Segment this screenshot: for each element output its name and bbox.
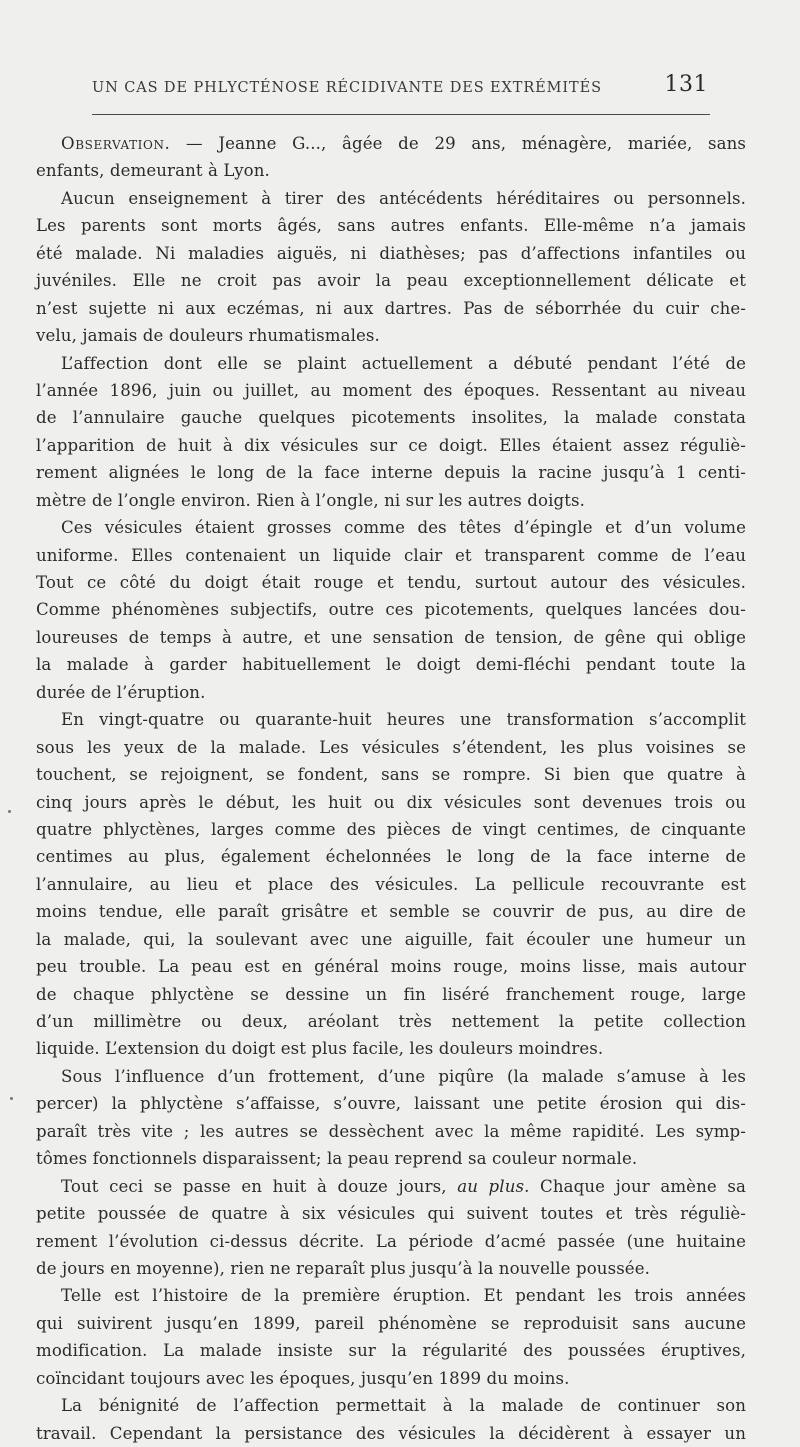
text-line: velu, jamais de douleurs rhumatismales. — [36, 326, 380, 346]
text-line: d’un millimètre ou deux, aréolant très nettement la petite collection — [36, 1012, 746, 1031]
text-line: l’apparition de huit à dix vésicules sur ce doigt. Elles étaient assez réguliè- — [36, 435, 746, 455]
text-line: Les parents sont morts âgés, sans autres enfants. Elle-même n’a jamais — [36, 216, 746, 236]
text-line: sous les yeux de la malade. Les vésicules s’étendent, les plus voisines se — [36, 737, 746, 757]
text-line: Ces vésicules étaient grosses comme des têtes d’épingle et d’un volume — [61, 518, 746, 538]
text-line: mètre de l’ongle environ. Rien à l’ongle, ni sur les autres doigts. — [36, 490, 585, 510]
text-line: de jours en moyenne), rien ne reparaît plus jusqu’à la nouvelle poussée. — [36, 1258, 651, 1278]
text-line: juvéniles. Elle ne croit pas avoir la peau exceptionnellement délicate et — [36, 271, 746, 291]
text-line: Tout ce côté du doigt était rouge et tendu, surtout autour des vésicules. — [36, 573, 746, 592]
text-line: n’est sujette ni aux eczémas, ni aux dartres. Pas de séborrhée du cuir che- — [36, 298, 746, 318]
text-line: Comme phénomènes subjectifs, outre ces picotements, quelques lancées dou- — [36, 600, 746, 620]
text-line: Sous l’influence d’un frottement, d’une piqûre (la malade s’amuse à les — [61, 1066, 746, 1086]
text-line: cinq jours après le début, les huit ou dix vésicules sont devenues trois ou — [36, 792, 746, 812]
text-line: petite poussée de quatre à six vésicules qui suivent toutes et très réguliè- — [36, 1204, 746, 1224]
text-line: la malade, qui, la soulevant avec une aiguille, fait écouler une humeur un — [36, 929, 746, 949]
observation-label: Observation. — [61, 134, 171, 153]
text-line: moins tendue, elle paraît grisâtre et semble se couvrir de pus, au dire de — [36, 902, 746, 922]
text-line: percer) la phlyctène s’affaisse, s’ouvre, laissant une petite érosion qui dis- — [36, 1094, 746, 1114]
italic-phrase: au plus. — [457, 1176, 530, 1196]
body-text — [36, 130, 746, 1447]
running-title: UN CAS DE PHLYCTÉNOSE RÉCIDIVANTE DES EXTRÉMITÉS — [92, 80, 602, 96]
text-line: de l’annulaire gauche quelques picotements insolites, la malade constata — [36, 408, 746, 428]
text-line: Telle est l’histoire de la première éruption. Et pendant les trois années — [61, 1286, 746, 1306]
text-line: la malade à garder habituellement le doigt demi-fléchi pendant toute la — [36, 655, 746, 675]
text-line: paraît très vite ; les autres se dessèchent avec la même rapidité. Les symp- — [36, 1121, 746, 1141]
text-line: En vingt-quatre ou quarante-huit heures une transformation s’accomplit — [61, 710, 746, 730]
text-line: travail. Cependant la persistance des vésicules la décidèrent à essayer un — [36, 1423, 746, 1443]
text-line: loureuses de temps à autre, et une sensation de tension, de gêne qui oblige — [36, 627, 746, 647]
text-line: peu trouble. La peau est en général moins rouge, moins lisse, mais autour — [36, 957, 746, 977]
text-line: l’annulaire, au lieu et place des vésicules. La pellicule recouvrante est — [36, 874, 746, 894]
header-rule — [92, 114, 710, 115]
running-head — [92, 72, 708, 104]
text-line: durée de l’éruption. — [36, 682, 206, 702]
text-line: centimes au plus, également échelonnées le long de la face interne de — [36, 847, 746, 867]
text-line: L’affection dont elle se plaint actuellement a débuté pendant l’été de — [61, 353, 746, 373]
text-line: qui suivirent jusqu’en 1899, pareil phénomène se reproduisit sans aucune — [36, 1313, 746, 1333]
text-line: quatre phlyctènes, larges comme des pièces de vingt centimes, de cinquante — [36, 819, 746, 839]
text-line: liquide. L’extension du doigt est plus facile, les douleurs moindres. — [36, 1039, 604, 1059]
text-line: de chaque phlyctène se dessine un fin liséré franchement rouge, large — [36, 984, 746, 1004]
text-line: rement alignées le long de la face interne depuis la racine jusqu’à 1 centi- — [36, 463, 746, 483]
text-line: coïncidant toujours avec les époques, jusqu’en 1899 du moins. — [36, 1368, 570, 1388]
text-line: La bénignité de l’affection permettait à la malade de continuer son — [61, 1396, 746, 1416]
text-line: Observation. — Jeanne G..., âgée de 29 ans, ménagère, mariée, sans — [61, 134, 746, 153]
margin-speck — [8, 810, 11, 813]
text-line: rement l’évolution ci-dessus décrite. La période d’acmé passée (une huitaine — [36, 1231, 746, 1251]
page-number: 131 — [664, 72, 708, 97]
text-line: l’année 1896, juin ou juillet, au moment des époques. Ressentant au niveau — [36, 380, 746, 400]
text-line: touchent, se rejoignent, se fondent, sans se rompre. Si bien que quatre à — [36, 765, 746, 785]
text-line: modification. La malade insiste sur la régularité des poussées éruptives, — [36, 1341, 746, 1361]
text-line: uniforme. Elles contenaient un liquide clair et transparent comme de l’eau — [36, 545, 746, 565]
text-line: tômes fonctionnels disparaissent; la peau reprend sa couleur normale. — [36, 1149, 638, 1169]
margin-speck — [10, 1097, 13, 1100]
text-line: enfants, demeurant à Lyon. — [36, 161, 270, 181]
text-line: Tout ceci se passe en huit à douze jours, au plus. Chaque jour amène sa — [61, 1176, 747, 1196]
text-line: Aucun enseignement à tirer des antécédents héréditaires ou personnels. — [61, 188, 746, 208]
text-line: été malade. Ni maladies aiguës, ni diathèses; pas d’affections infantiles ou — [36, 243, 746, 263]
